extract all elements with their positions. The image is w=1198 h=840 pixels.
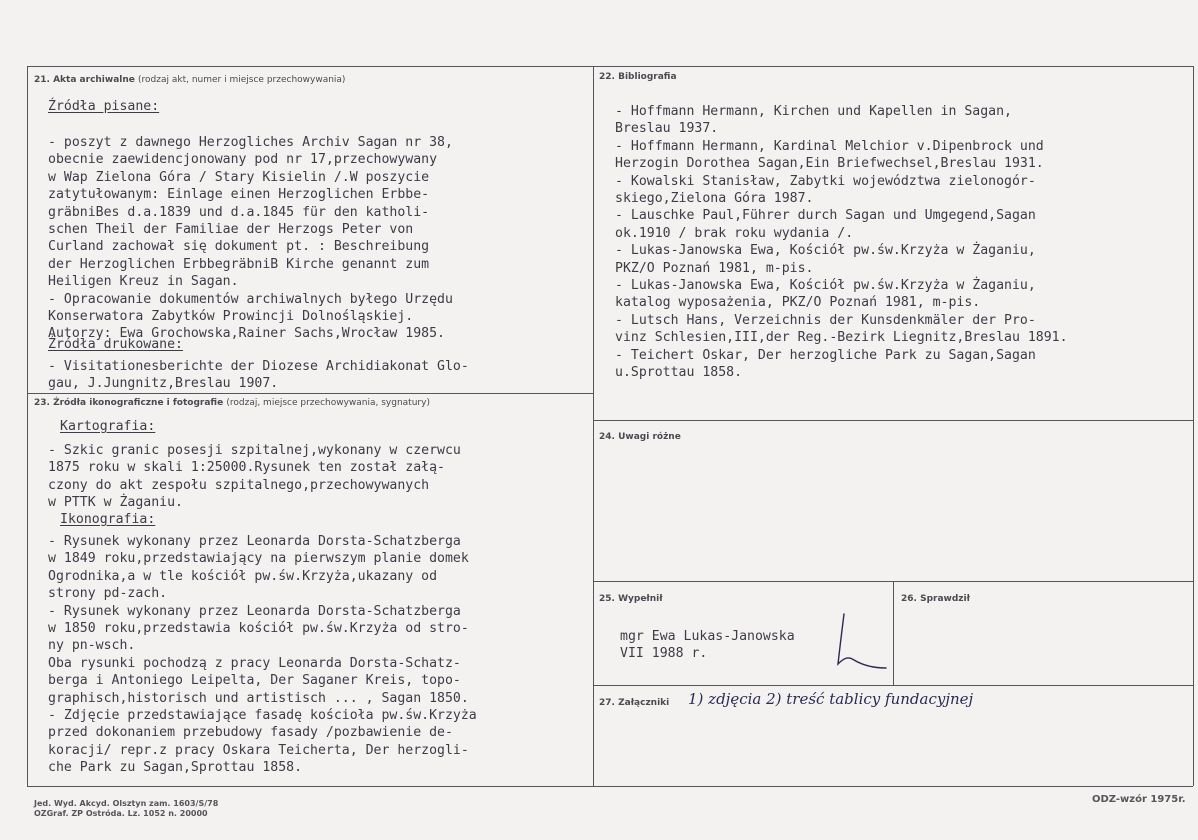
text-line: der Herzoglichen ErbbegräbniB Kirche genannt zum	[48, 256, 430, 272]
text-line: graphisch,historisch und artistisch ... , Sagan 1850.	[48, 690, 469, 706]
text-line: u.Sprottau 1858.	[615, 365, 743, 381]
text-line: czony do akt zespołu szpitalnego,przechowywanych	[48, 477, 430, 493]
text-line: PKZ/O Poznań 1981, m-pis.	[615, 260, 814, 276]
text-line: - Lukas-Janowska Ewa, Kościół pw.św.Krzyża w Żaganiu,	[615, 278, 1036, 294]
text-line: koracji/ repr.z pracy Oskara Teicherta, Der herzogli-	[48, 742, 469, 758]
text-line: mgr Ewa Lukas-Janowska	[620, 629, 795, 644]
text-line: schen Theil der Familiae der Herzogs Peter von	[48, 222, 414, 238]
text-line: - Hoffmann Hermann, Kardinal Melchior v.Dipenbrock und	[615, 138, 1044, 154]
divider-21-23	[27, 393, 593, 394]
text-line: - Lukas-Janowska Ewa, Kościół pw.św.Krzyża w Żaganiu,	[615, 243, 1036, 259]
text-line: w 1850 roku,przedstawia kościół pw.św.Krzyża od stro-	[48, 621, 469, 637]
text-line: ok.1910 / brak roku wydania /.	[615, 225, 854, 241]
text-line: - Teichert Oskar, Der herzogliche Park zu Sagan,Sagan	[615, 347, 1036, 363]
printer-line: Jed. Wyd. Akcyd. Olsztyn zam. 1603/S/78	[34, 799, 219, 808]
s21-printed-sources-list	[48, 358, 469, 393]
text-line: w Wap Zielona Góra / Stary Kisielin /.W poszycie	[48, 169, 430, 185]
form-code: ODZ-wzór 1975r.	[1092, 794, 1186, 805]
printer-imprint	[34, 799, 218, 819]
text-line: Konserwatora Zabytków Prowincji Dolnośląskiej.	[48, 309, 414, 325]
text-line: katalog wyposażenia, PKZ/O Poznań 1981, m-pis.	[615, 295, 981, 311]
text-line: Breslau 1937.	[615, 121, 719, 137]
text-line: Herzogin Dorothea Sagan,Ein Briefwechsel,Breslau 1931.	[615, 156, 1044, 172]
text-line: Ogrodnika,a w tle kościół pw.św.Krzyża,ukazany od	[48, 568, 438, 584]
divider-25-26	[893, 581, 894, 685]
bottom-border	[27, 786, 1193, 787]
section-25-label: 25. Wypełnił	[599, 594, 663, 604]
text-line: che Park zu Sagan,Sprottau 1858.	[48, 760, 303, 776]
s21-written-sources-list	[48, 134, 453, 343]
left-border	[27, 66, 28, 786]
text-line: - Hoffmann Hermann, Kirchen und Kapellen in Sagan,	[615, 104, 1012, 119]
text-line: - Visitationesberichte der Diozese Archidiakonat Glo-	[48, 359, 469, 374]
top-border	[27, 66, 1193, 67]
s21-heading-printed-sources: Źródła drukowane:	[48, 337, 183, 352]
section-21-label: 21. Akta archiwalne (rodzaj akt, numer i miejsce przechowywania)	[34, 75, 346, 85]
text-line: zatytułowanym: Einlage einen Herzoglichen Erbbe-	[48, 187, 430, 203]
s22-bibliography-list	[615, 103, 1068, 382]
text-line: Autorzy: Ewa Grochowska,Rainer Sachs,Wrocław 1985.	[48, 326, 445, 342]
s23-heading-iconography: Ikonografia:	[60, 512, 156, 527]
s23-cartography-list	[48, 442, 461, 512]
text-line: VII 1988 r.	[620, 646, 708, 662]
section-22-label: 22. Bibliografia	[599, 72, 677, 82]
section-23-label: 23. Źródła ikonograficzne i fotografie (rodzaj, miejsce przechowywania, sygnatury)	[34, 398, 430, 408]
signature-icon	[830, 610, 890, 674]
s25-filled-by	[620, 628, 795, 663]
text-line: vinz Schlesien,III,der Reg.-Bezirk Liegnitz,Breslau 1891.	[615, 330, 1068, 346]
text-line: gau, J.Jungnitz,Breslau 1907.	[48, 376, 279, 392]
text-line: przed dokonaniem przebudowy fasady /pozbawienie de-	[48, 725, 453, 741]
right-border	[1193, 66, 1194, 786]
text-line: Heiligen Kreuz in Sagan.	[48, 274, 239, 290]
text-line: - Szkic granic posesji szpitalnej,wykonany w czerwcu	[48, 443, 461, 458]
text-line: gräbniBes d.a.1839 und d.a.1845 für den katholi-	[48, 204, 430, 220]
text-line: 1875 roku w skali 1:25000.Rysunek ten został załą-	[48, 460, 445, 476]
text-line: - Zdjęcie przedstawiające fasadę kościoła pw.św.Krzyża	[48, 708, 477, 724]
text-line: - Rysunek wykonany przez Leonarda Dorsta-Schatzberga	[48, 603, 461, 619]
center-divider	[593, 66, 594, 786]
text-line: Oba rysunki pochodzą z pracy Leonarda Dorsta-Schatz-	[48, 655, 461, 671]
section-26-label: 26. Sprawdził	[901, 594, 970, 604]
text-line: - Rysunek wykonany przez Leonarda Dorsta-Schatzberga	[48, 534, 461, 549]
text-line: obecnie zaewidencjonowany pod nr 17,przechowywany	[48, 152, 438, 168]
text-line: - Lutsch Hans, Verzeichnis der Kunsdenkmäler der Pro-	[615, 312, 1036, 328]
text-line: w PTTK w Żaganiu.	[48, 495, 183, 511]
text-line: skiego,Zielona Góra 1987.	[615, 191, 814, 207]
s23-heading-cartography: Kartografia:	[60, 419, 156, 434]
text-line: berga i Antoniego Leipelta, Der Saganer Kreis, topo-	[48, 673, 461, 689]
divider-25-27	[593, 685, 1193, 686]
printer-line: OZGraf. ZP Ostróda. Lz. 1052 n. 20000	[34, 809, 208, 818]
text-line: ny pn-wsch.	[48, 638, 136, 654]
text-line: - Opracowanie dokumentów archiwalnych byłego Urzędu	[48, 291, 453, 307]
text-line: - Lauschke Paul,Führer durch Sagan und Umgegend,Sagan	[615, 208, 1036, 224]
section-27-label: 27. Załączniki	[599, 698, 670, 708]
divider-22-24	[593, 420, 1193, 421]
text-line: - Kowalski Stanisław, Zabytki województwa zielonogór-	[615, 173, 1036, 189]
text-line: strony pd-zach.	[48, 586, 168, 602]
text-line: w 1849 roku,przedstawiający na pierwszym planie domek	[48, 551, 469, 567]
text-line: Curland zachował się dokument pt. : Beschreibung	[48, 239, 430, 255]
section-24-label: 24. Uwagi różne	[599, 432, 681, 442]
s23-iconography-list	[48, 533, 477, 777]
text-line: - poszyt z dawnego Herzogliches Archiv Sagan nr 38,	[48, 135, 453, 150]
s21-heading-written-sources: Źródła pisane:	[48, 99, 160, 114]
s27-attachments-handwritten: 1) zdjęcia 2) treść tablicy fundacyjnej	[688, 690, 974, 708]
